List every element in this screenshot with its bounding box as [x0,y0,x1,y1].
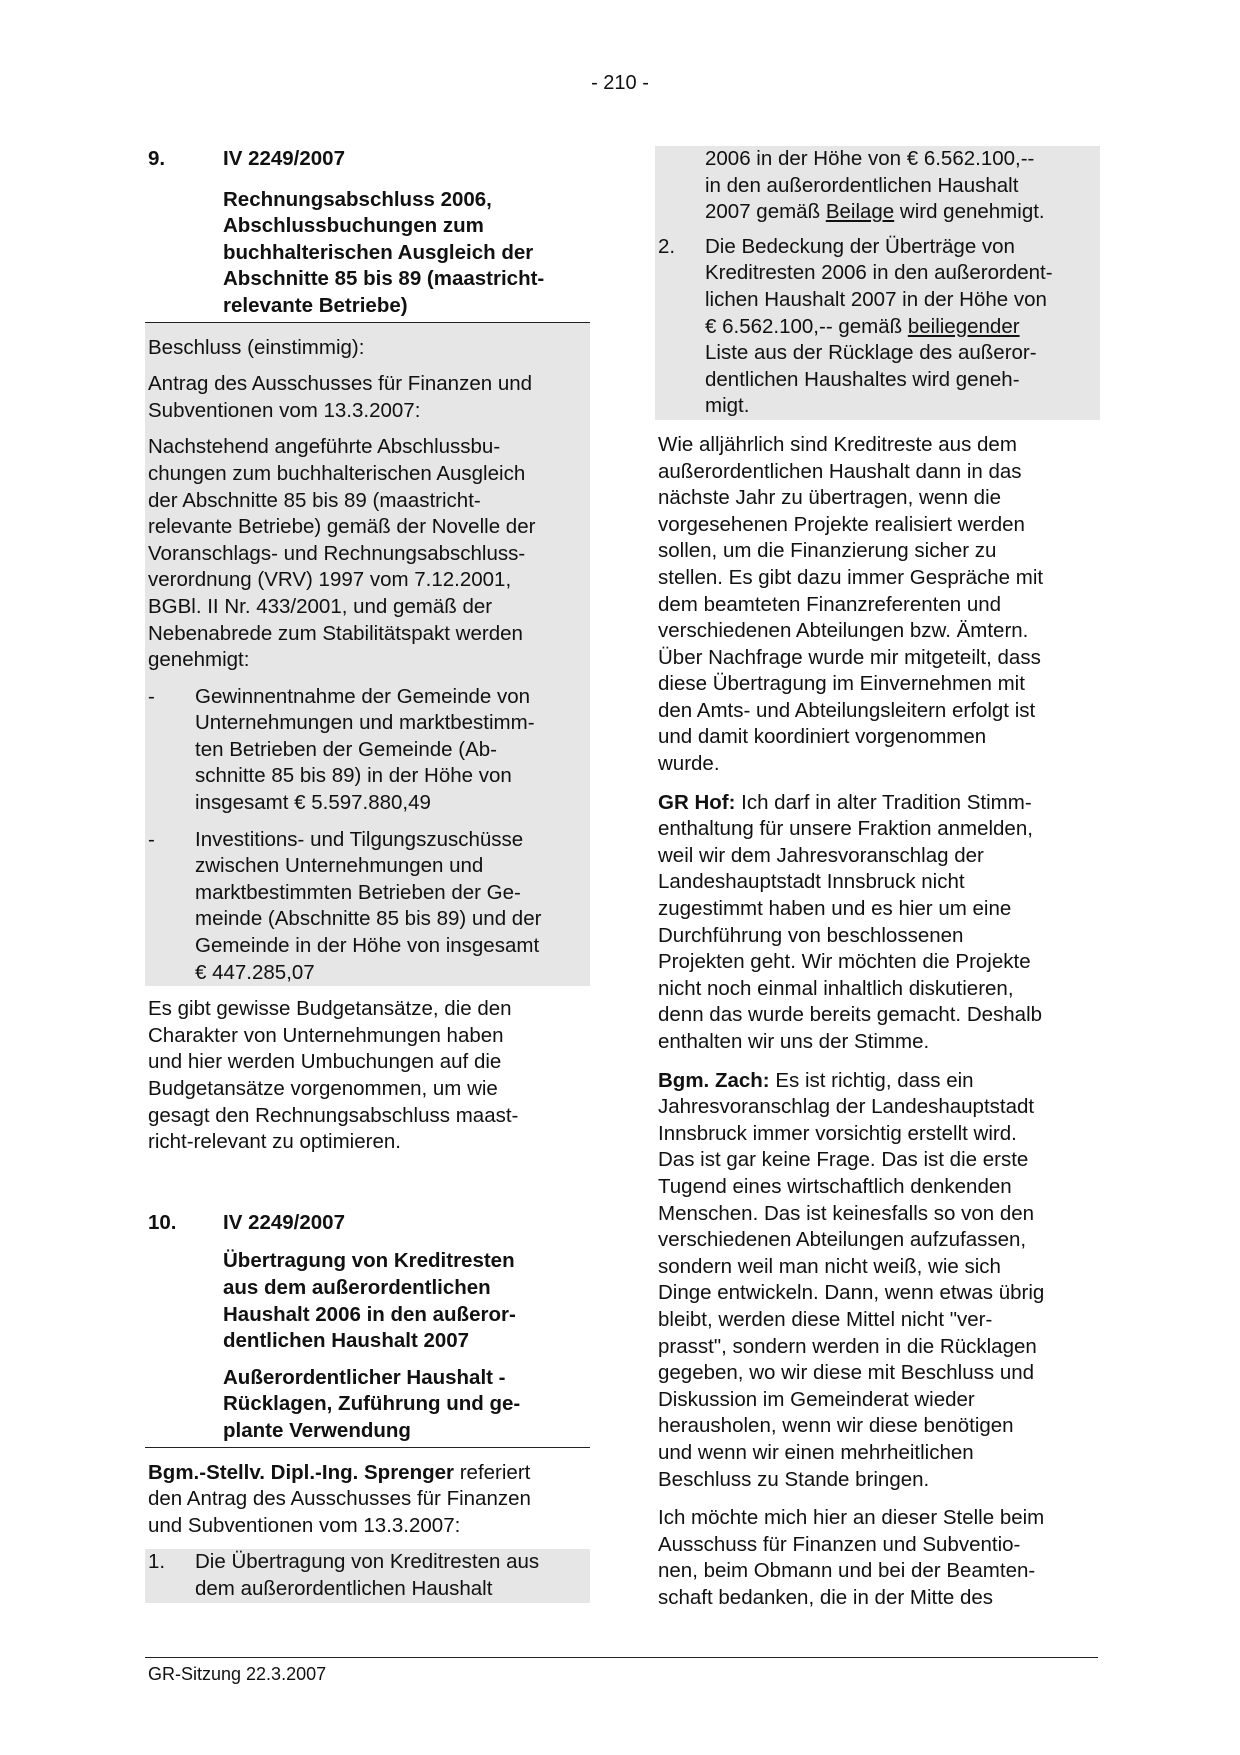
speaker-name: Bgm. Zach: [658,1068,770,1092]
resolution-continuation [655,146,1100,420]
left-column [145,146,590,1603]
motion-text: Antrag des Ausschusses für Finanzen und Subventionen vom 13.3.2007: [148,372,533,422]
bullet-item: - Gewinnentnahme der Gemeinde von Unternehmungen und marktbestimm- ten Betrieben der Gemeinde (Ab- schnitte 85 bis 89) in der Höhe von insgesamt € 5.597.880,49 [148,684,535,815]
title-line: aus dem außerordentlichen [223,1275,491,1299]
item-9-resolution-block [145,323,590,987]
item-9-title [145,187,590,323]
item-9-comment: Es gibt gewisse Budgetansätze, die den Charakter von Unternehmungen haben und hier werden Umbuchungen auf die Budgetansätze vorgenommen, um wie gesagt den Rechnungsabschluss maast- richt-relevant zu optimieren. [148,997,519,1154]
title-line: dentlichen Haushalt 2007 [223,1329,470,1353]
item-10-number: 10. [148,1210,177,1234]
bgm-zach-statement: Bgm. Zach: Es ist richtig, dass ein Jahresvoranschlag der Landeshauptstadt Innsbruck immer vorsichtig erstellt wird. Das ist gar keine Frage. Das ist die erste Tugend eines wirtschaftlich denkenden Menschen. Das ist keinesfalls so von den verschiedenen Abteilungen aufzufassen, sondern weil man nicht weiß, wie sich Dinge entwickeln. Dann, wenn etwas übrig bleibt, werden diese Mittel nicht "ver- prasst", sondern werden in die Rücklagen gegeben, wo wir diese mit Beschluss und Diskussion im Gemeinderat wieder herausholen, wenn wir diese benötigen und wenn wir einen mehrheitlichen Beschluss zu Stande bringen. [658,1068,1045,1491]
numbered-item-1-continued: 2006 in der Höhe von € 6.562.100,-- in den außerordentlichen Haushalt 2007 gemäß Beilage wird genehmigt. [705,147,1045,224]
item-10-header [145,1210,590,1237]
footer-text: GR-Sitzung 22.3.2007 [148,1664,327,1684]
title-line: buchhalterischen Ausgleich der [223,240,534,264]
right-column [655,146,1100,1611]
bullet-marker: - [148,827,155,851]
title-line: Abschlussbuchungen zum [223,214,484,238]
bullet-marker: - [148,684,155,708]
item-marker: 2. [658,234,676,258]
explanation-paragraph: Wie alljährlich sind Kreditreste aus dem außerordentlichen Haushalt dann in das nächste Jahr zu übertragen, wenn die vorgesehenen Projekte realisiert werden sollen, um die Finanzierung sicher zu stellen. Es gibt dazu immer Gespräche mit dem beamteten Finanzreferenten und verschiedenen Abteilungen bzw. Ämtern. Über Nachfrage wurde mir mitgeteilt, dass diese Übertragung im Einvernehmen mit den Amts- und Abteilungsleitern erfolgt ist und damit koordiniert vorgenommen wurde. [658,432,1044,776]
speaker-name: Bgm.-Stellv. Dipl.-Ing. Sprenger [148,1460,455,1484]
item-10-subtitle [145,1365,590,1448]
title-line: Rechnungsabschluss 2006, [223,187,492,211]
title-line: Abschnitte 85 bis 89 (maastricht- [223,267,545,291]
beiliegender-link: beiliegender [907,314,1020,338]
item-9-ref: IV 2249/2007 [223,147,345,170]
numbered-item-1: 1. Die Übertragung von Kreditresten aus dem außerordentlichen Haushalt [145,1549,590,1602]
item-10-ref: IV 2249/2007 [223,1210,345,1234]
closing-paragraph: Ich möchte mich hier an dieser Stelle beim Ausschuss für Finanzen und Subventio- nen, beim Obmann und bei der Beamten- schaft bedanken, die in der Mitte des [658,1506,1045,1609]
page-number: - 210 - [591,72,649,94]
item-marker: 1. [148,1550,166,1574]
title-line: relevante Betriebe) [223,293,408,317]
decision-label: Beschluss (einstimmig): [148,335,365,359]
numbered-item-2: 2. Die Bedeckung der Überträge von Kreditresten 2006 in den außerordent- lichen Haushalt 2007 in der Höhe von € 6.562.100,-- gemäß beiliegender Liste aus der Rücklage des außeror- dentlichen Haushaltes wird geneh- migt. [658,234,1053,418]
bullet-item: - Investitions- und Tilgungszuschüsse zwischen Unternehmungen und marktbestimmten Betrieben der Ge- meinde (Abschnitte 85 bis 89) und der Gemeinde in der Höhe von insgesamt € 447.285,07 [148,827,542,984]
footer-divider [145,1657,1098,1658]
item-10-speaker-paragraph: Bgm.-Stellv. Dipl.-Ing. Sprenger referiert den Antrag des Ausschusses für Finanzen und Subventionen vom 13.3.2007: [148,1460,531,1537]
subtitle-line: Außerordentlicher Haushalt - [223,1365,506,1389]
speaker-name: GR Hof: [658,790,736,814]
subtitle-line: plante Verwendung [223,1418,411,1442]
subtitle-line: Rücklagen, Zuführung und ge- [223,1392,521,1416]
title-line: Übertragung von Kreditresten [223,1249,515,1273]
title-line: Haushalt 2006 in den außeror- [223,1302,516,1326]
item-10-title [145,1248,590,1354]
resolution-body: Nachstehend angeführte Abschlussbu- chungen zum buchhalterischen Ausgleich der Abschnitte 85 bis 89 (maastricht- relevante Betriebe) gemäß der Novelle der Voranschlags- und Rechnungsabschluss- verordnung (VRV) 1997 vom 7.12.2001, BGBl. II Nr. 433/2001, und gemäß der Nebenabrede zum Stabilitätspakt werden genehmigt: [148,435,536,672]
gr-hof-statement: GR Hof: Ich darf in alter Tradition Stimm- enthaltung für unsere Fraktion anmelden, weil wir dem Jahresvoranschlag der Landeshauptstadt Innsbruck nicht zugestimmt haben und es hier um eine Durchführung von beschlossenen Projekten geht. Wir möchten die Projekte nicht noch einmal inhaltlich diskutieren, denn das wurde bereits gemacht. Deshalb enthalten wir uns der Stimme. [658,790,1043,1053]
item-9-header [145,146,590,173]
item-9-number: 9. [148,147,166,170]
beilage-link: Beilage [825,200,895,224]
